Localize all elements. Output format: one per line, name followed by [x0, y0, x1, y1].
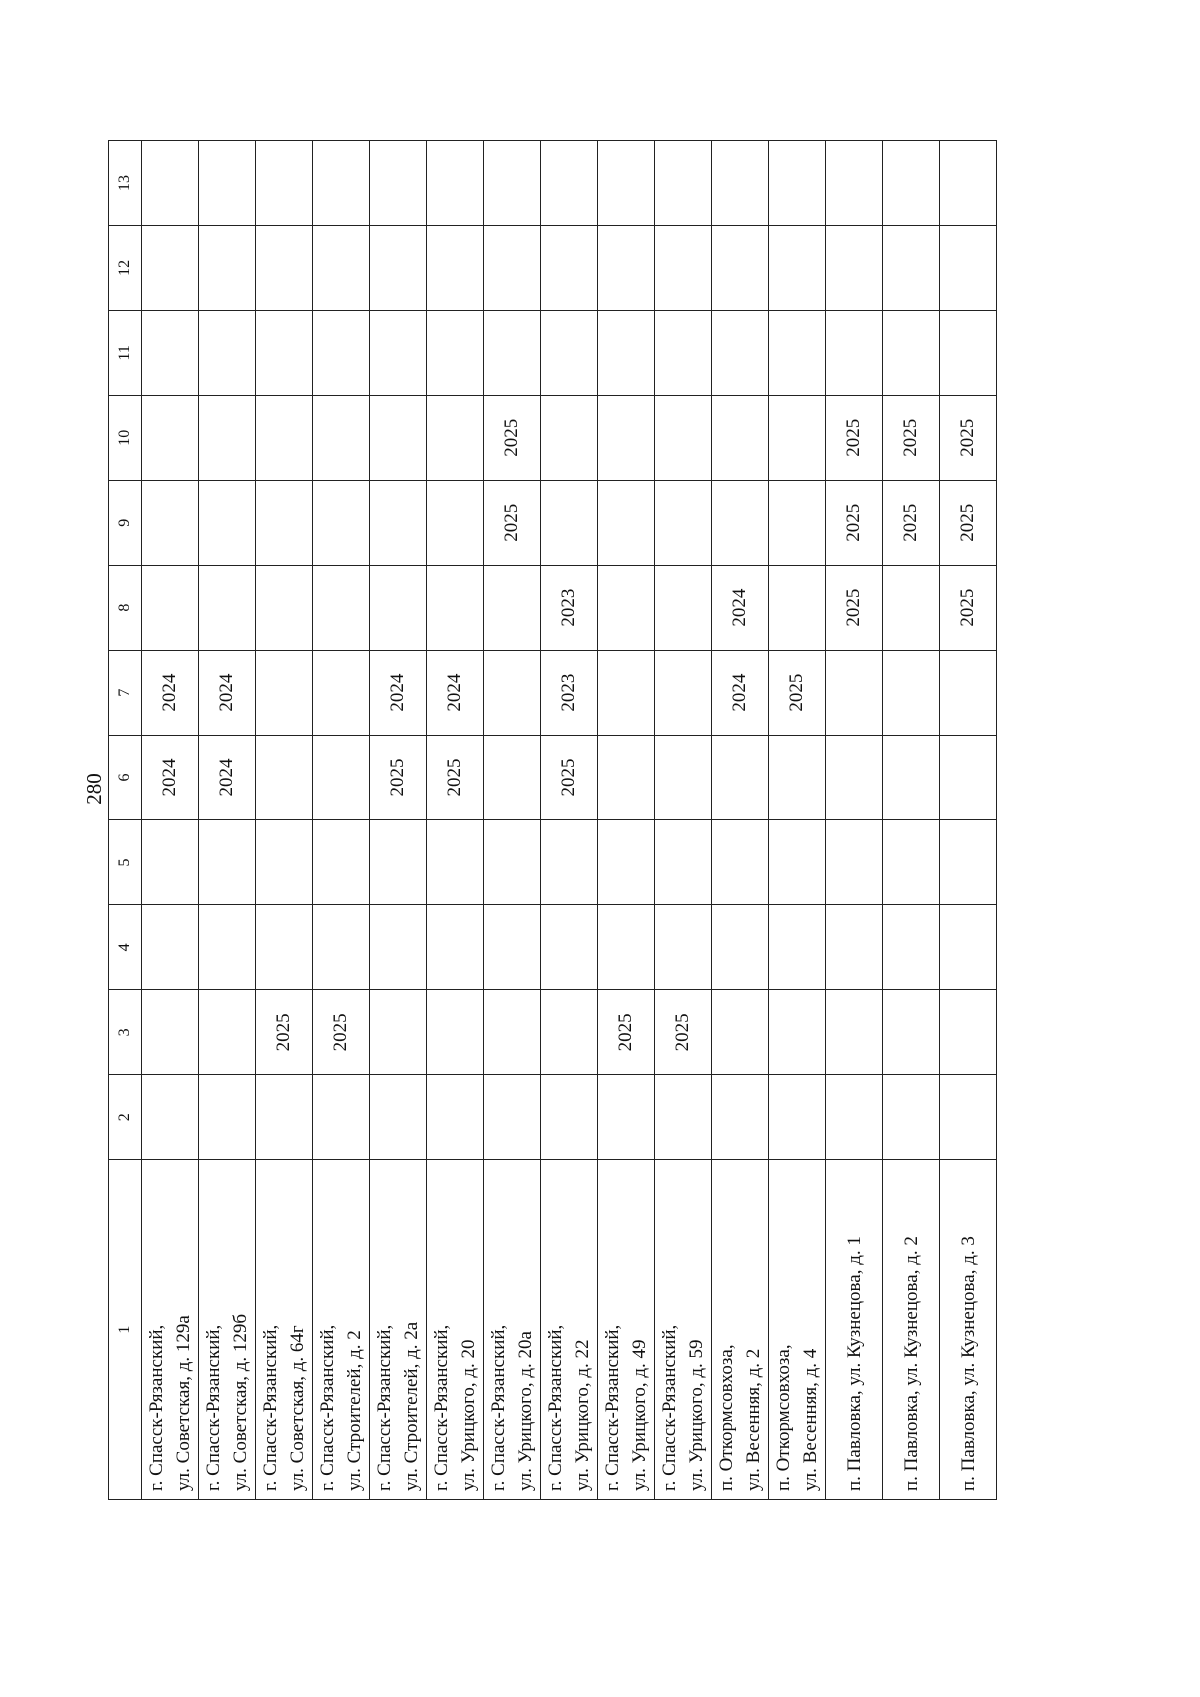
year-cell-col-3 — [484, 990, 541, 1075]
year-cell-col-7 — [370, 650, 427, 735]
year-cell-col-4 — [598, 905, 655, 990]
year-cell-col-10 — [940, 395, 997, 480]
year-cell-col-3 — [142, 990, 199, 1075]
year-cell-col-11 — [142, 310, 199, 395]
address-cell — [826, 1160, 883, 1500]
year-cell-col-11 — [712, 310, 769, 395]
address-line: ул. Урицкого, д. 49 — [629, 1339, 650, 1491]
year-value: 2025 — [900, 418, 921, 457]
year-cell-col-9 — [598, 480, 655, 565]
table-row — [712, 141, 769, 1500]
address-line: г. Спасск-Рязанский, — [602, 1324, 623, 1491]
year-cell-col-6 — [940, 735, 997, 820]
year-cell-col-6 — [769, 735, 826, 820]
year-value: 2025 — [672, 1013, 693, 1052]
year-cell-col-13 — [598, 141, 655, 226]
year-cell-col-3 — [712, 990, 769, 1075]
year-value: 2023 — [558, 673, 579, 712]
address-line: п. Павловка, ул. Кузнецова, д. 1 — [843, 1236, 865, 1491]
year-cell-col-9 — [769, 480, 826, 565]
year-cell-col-10 — [142, 395, 199, 480]
year-cell-col-8 — [655, 565, 712, 650]
year-cell-col-11 — [370, 310, 427, 395]
year-cell-col-8 — [940, 565, 997, 650]
address-cell — [199, 1160, 256, 1500]
column-number-1: 1 — [109, 1160, 142, 1500]
year-cell-col-8 — [598, 565, 655, 650]
year-cell-col-7 — [598, 650, 655, 735]
address-line: п. Павловка, ул. Кузнецова, д. 2 — [900, 1236, 922, 1491]
year-cell-col-10 — [598, 395, 655, 480]
year-cell-col-3 — [655, 990, 712, 1075]
address-cell — [370, 1160, 427, 1500]
address-cell — [712, 1160, 769, 1500]
year-value: 2024 — [216, 758, 237, 797]
year-cell-col-9 — [313, 480, 370, 565]
table-row — [940, 141, 997, 1500]
year-cell-col-3 — [427, 990, 484, 1075]
year-cell-col-13 — [427, 141, 484, 226]
year-cell-col-13 — [256, 141, 313, 226]
year-cell-col-8 — [484, 565, 541, 650]
year-cell-col-7 — [712, 650, 769, 735]
year-cell-col-7 — [826, 650, 883, 735]
year-cell-col-3 — [826, 990, 883, 1075]
year-cell-col-10 — [541, 395, 598, 480]
year-cell-col-9 — [256, 480, 313, 565]
year-cell-col-6 — [427, 735, 484, 820]
address-line: ул. Урицкого, д. 20а — [515, 1331, 536, 1491]
year-cell-col-8 — [313, 565, 370, 650]
year-cell-col-10 — [256, 395, 313, 480]
year-cell-col-5 — [883, 820, 940, 905]
year-cell-col-9 — [370, 480, 427, 565]
year-cell-col-12 — [826, 225, 883, 310]
year-cell-col-7 — [427, 650, 484, 735]
column-number-8: 8 — [109, 565, 142, 650]
column-number-7: 7 — [109, 650, 142, 735]
year-cell-col-2 — [256, 1075, 313, 1160]
year-cell-col-7 — [883, 650, 940, 735]
year-cell-col-9 — [826, 480, 883, 565]
address-line: п. Откормсовхоза, — [773, 1344, 794, 1491]
table-row — [427, 141, 484, 1500]
year-cell-col-9 — [199, 480, 256, 565]
address-line: г. Спасск-Рязанский, — [374, 1324, 395, 1491]
year-cell-col-3 — [313, 990, 370, 1075]
year-cell-col-2 — [142, 1075, 199, 1160]
year-cell-col-12 — [712, 225, 769, 310]
year-cell-col-10 — [199, 395, 256, 480]
year-cell-col-5 — [199, 820, 256, 905]
address-line: ул. Советская, д. 129а — [173, 1315, 194, 1491]
year-cell-col-9 — [142, 480, 199, 565]
year-cell-col-5 — [370, 820, 427, 905]
year-cell-col-2 — [712, 1075, 769, 1160]
year-cell-col-13 — [940, 141, 997, 226]
year-cell-col-12 — [313, 225, 370, 310]
year-value: 2025 — [843, 503, 864, 542]
column-number-6: 6 — [109, 735, 142, 820]
year-cell-col-13 — [883, 141, 940, 226]
address-line: г. Спасск-Рязанский, — [431, 1324, 452, 1491]
year-cell-col-7 — [142, 650, 199, 735]
address-line: п. Павловка, ул. Кузнецова, д. 3 — [957, 1236, 979, 1491]
year-value: 2025 — [444, 758, 465, 797]
rotated-table-container — [108, 140, 998, 1500]
column-number-9: 9 — [109, 480, 142, 565]
column-number-13: 13 — [109, 141, 142, 226]
year-cell-col-4 — [883, 905, 940, 990]
column-number-row — [109, 141, 142, 1500]
year-value: 2023 — [558, 588, 579, 627]
year-cell-col-12 — [541, 225, 598, 310]
year-cell-col-10 — [712, 395, 769, 480]
year-cell-col-6 — [655, 735, 712, 820]
year-value: 2024 — [216, 673, 237, 712]
year-cell-col-3 — [598, 990, 655, 1075]
year-cell-col-13 — [712, 141, 769, 226]
year-cell-col-6 — [313, 735, 370, 820]
year-cell-col-7 — [541, 650, 598, 735]
year-cell-col-2 — [427, 1075, 484, 1160]
year-value: 2025 — [957, 418, 978, 457]
column-number-12: 12 — [109, 225, 142, 310]
address-line: г. Спасск-Рязанский, — [146, 1324, 167, 1491]
year-cell-col-6 — [142, 735, 199, 820]
year-value: 2025 — [558, 758, 579, 797]
year-cell-col-6 — [883, 735, 940, 820]
year-cell-col-3 — [370, 990, 427, 1075]
year-cell-col-9 — [883, 480, 940, 565]
year-cell-col-12 — [769, 225, 826, 310]
year-cell-col-9 — [712, 480, 769, 565]
year-cell-col-12 — [370, 225, 427, 310]
address-line: ул. Урицкого, д. 20 — [458, 1339, 479, 1491]
year-cell-col-2 — [826, 1075, 883, 1160]
year-cell-col-12 — [655, 225, 712, 310]
year-value: 2025 — [900, 503, 921, 542]
year-cell-col-2 — [940, 1075, 997, 1160]
year-cell-col-10 — [370, 395, 427, 480]
year-cell-col-5 — [427, 820, 484, 905]
year-cell-col-13 — [655, 141, 712, 226]
year-cell-col-13 — [313, 141, 370, 226]
year-cell-col-4 — [370, 905, 427, 990]
year-cell-col-13 — [370, 141, 427, 226]
year-value: 2024 — [159, 673, 180, 712]
year-cell-col-5 — [826, 820, 883, 905]
year-cell-col-2 — [598, 1075, 655, 1160]
year-cell-col-7 — [655, 650, 712, 735]
year-cell-col-2 — [313, 1075, 370, 1160]
column-number-4: 4 — [109, 905, 142, 990]
year-cell-col-13 — [769, 141, 826, 226]
table-row — [256, 141, 313, 1500]
year-cell-col-7 — [199, 650, 256, 735]
address-cell — [427, 1160, 484, 1500]
year-cell-col-8 — [427, 565, 484, 650]
address-line: ул. Советская, д. 129б — [230, 1313, 251, 1491]
year-cell-col-13 — [199, 141, 256, 226]
year-cell-col-2 — [199, 1075, 256, 1160]
year-cell-col-3 — [199, 990, 256, 1075]
table-row — [484, 141, 541, 1500]
year-cell-col-5 — [541, 820, 598, 905]
address-line: г. Спасск-Рязанский, — [488, 1324, 509, 1491]
year-cell-col-9 — [541, 480, 598, 565]
year-value: 2025 — [387, 758, 408, 797]
year-cell-col-7 — [769, 650, 826, 735]
year-cell-col-12 — [199, 225, 256, 310]
year-cell-col-11 — [769, 310, 826, 395]
year-cell-col-2 — [370, 1075, 427, 1160]
address-line: г. Спасск-Рязанский, — [317, 1324, 338, 1491]
year-cell-col-12 — [598, 225, 655, 310]
year-cell-col-7 — [940, 650, 997, 735]
year-cell-col-12 — [883, 225, 940, 310]
address-cell — [313, 1160, 370, 1500]
address-line: г. Спасск-Рязанский, — [659, 1324, 680, 1491]
year-cell-col-10 — [484, 395, 541, 480]
year-cell-col-11 — [940, 310, 997, 395]
year-cell-col-13 — [142, 141, 199, 226]
year-value: 2025 — [786, 673, 807, 712]
year-cell-col-10 — [769, 395, 826, 480]
table-body — [109, 141, 997, 1500]
table-row — [826, 141, 883, 1500]
year-value: 2024 — [444, 673, 465, 712]
year-cell-col-4 — [313, 905, 370, 990]
address-cell — [883, 1160, 940, 1500]
year-cell-col-12 — [940, 225, 997, 310]
year-cell-col-4 — [427, 905, 484, 990]
year-cell-col-2 — [655, 1075, 712, 1160]
column-number-3: 3 — [109, 990, 142, 1075]
year-cell-col-11 — [826, 310, 883, 395]
year-cell-col-4 — [655, 905, 712, 990]
year-cell-col-8 — [199, 565, 256, 650]
address-line: ул. Советская, д. 64г — [287, 1325, 308, 1491]
year-cell-col-4 — [142, 905, 199, 990]
year-cell-col-4 — [541, 905, 598, 990]
year-cell-col-10 — [313, 395, 370, 480]
year-cell-col-6 — [541, 735, 598, 820]
address-line: п. Откормсовхоза, — [716, 1344, 737, 1491]
year-value: 2025 — [273, 1013, 294, 1052]
year-cell-col-11 — [883, 310, 940, 395]
address-line: г. Спасск-Рязанский, — [545, 1324, 566, 1491]
address-cell — [484, 1160, 541, 1500]
year-cell-col-9 — [940, 480, 997, 565]
repair-schedule-table — [108, 140, 997, 1500]
address-line: ул. Урицкого, д. 22 — [572, 1339, 593, 1491]
year-cell-col-6 — [199, 735, 256, 820]
address-line: г. Спасск-Рязанский, — [260, 1324, 281, 1491]
year-cell-col-8 — [826, 565, 883, 650]
year-cell-col-5 — [256, 820, 313, 905]
year-cell-col-5 — [598, 820, 655, 905]
year-cell-col-12 — [484, 225, 541, 310]
year-cell-col-7 — [256, 650, 313, 735]
year-cell-col-11 — [427, 310, 484, 395]
year-cell-col-11 — [598, 310, 655, 395]
year-cell-col-3 — [883, 990, 940, 1075]
year-cell-col-11 — [655, 310, 712, 395]
table-row — [769, 141, 826, 1500]
year-cell-col-13 — [541, 141, 598, 226]
year-cell-col-4 — [199, 905, 256, 990]
year-cell-col-2 — [541, 1075, 598, 1160]
year-value: 2025 — [501, 503, 522, 542]
year-cell-col-2 — [484, 1075, 541, 1160]
column-number-11: 11 — [109, 310, 142, 395]
year-cell-col-3 — [541, 990, 598, 1075]
year-value: 2025 — [843, 418, 864, 457]
table-row — [142, 141, 199, 1500]
year-cell-col-11 — [484, 310, 541, 395]
address-line: ул. Весенняя, д. 4 — [800, 1348, 821, 1491]
year-cell-col-5 — [313, 820, 370, 905]
column-number-2: 2 — [109, 1075, 142, 1160]
year-cell-col-6 — [370, 735, 427, 820]
year-value: 2025 — [957, 588, 978, 627]
year-cell-col-13 — [826, 141, 883, 226]
year-value: 2024 — [159, 758, 180, 797]
address-line: ул. Весенняя, д. 2 — [743, 1348, 764, 1491]
year-value: 2025 — [615, 1013, 636, 1052]
year-cell-col-11 — [541, 310, 598, 395]
year-value: 2025 — [330, 1013, 351, 1052]
year-cell-col-8 — [541, 565, 598, 650]
year-cell-col-8 — [256, 565, 313, 650]
year-cell-col-8 — [883, 565, 940, 650]
year-cell-col-10 — [655, 395, 712, 480]
year-cell-col-5 — [655, 820, 712, 905]
year-value: 2024 — [387, 673, 408, 712]
year-cell-col-6 — [484, 735, 541, 820]
year-cell-col-10 — [427, 395, 484, 480]
table-row — [883, 141, 940, 1500]
table-row — [199, 141, 256, 1500]
year-value: 2024 — [729, 588, 750, 627]
year-cell-col-8 — [769, 565, 826, 650]
column-number-10: 10 — [109, 395, 142, 480]
year-cell-col-11 — [313, 310, 370, 395]
address-cell — [598, 1160, 655, 1500]
address-line: ул. Урицкого, д. 59 — [686, 1339, 707, 1491]
year-cell-col-4 — [940, 905, 997, 990]
year-cell-col-12 — [427, 225, 484, 310]
year-cell-col-5 — [142, 820, 199, 905]
year-cell-col-5 — [712, 820, 769, 905]
year-cell-col-2 — [769, 1075, 826, 1160]
address-line: ул. Строителей, д. 2 — [344, 1330, 365, 1491]
address-cell — [940, 1160, 997, 1500]
year-cell-col-8 — [370, 565, 427, 650]
year-cell-col-4 — [826, 905, 883, 990]
year-cell-col-3 — [940, 990, 997, 1075]
year-cell-col-11 — [256, 310, 313, 395]
year-cell-col-8 — [142, 565, 199, 650]
year-cell-col-9 — [484, 480, 541, 565]
year-cell-col-3 — [256, 990, 313, 1075]
address-cell — [541, 1160, 598, 1500]
year-cell-col-4 — [484, 905, 541, 990]
year-cell-col-6 — [256, 735, 313, 820]
year-cell-col-5 — [940, 820, 997, 905]
year-cell-col-7 — [484, 650, 541, 735]
address-cell — [655, 1160, 712, 1500]
address-line: ул. Строителей, д. 2а — [401, 1321, 422, 1491]
year-value: 2025 — [957, 503, 978, 542]
year-cell-col-13 — [484, 141, 541, 226]
year-cell-col-9 — [427, 480, 484, 565]
table-row — [313, 141, 370, 1500]
year-cell-col-11 — [199, 310, 256, 395]
address-cell — [142, 1160, 199, 1500]
year-cell-col-10 — [826, 395, 883, 480]
year-cell-col-5 — [769, 820, 826, 905]
column-number-5: 5 — [109, 820, 142, 905]
year-cell-col-3 — [769, 990, 826, 1075]
year-cell-col-4 — [712, 905, 769, 990]
year-cell-col-7 — [313, 650, 370, 735]
year-value: 2025 — [501, 418, 522, 457]
address-line: г. Спасск-Рязанский, — [203, 1324, 224, 1491]
table-row — [598, 141, 655, 1500]
year-cell-col-4 — [256, 905, 313, 990]
year-cell-col-12 — [142, 225, 199, 310]
year-cell-col-2 — [883, 1075, 940, 1160]
table-row — [655, 141, 712, 1500]
year-cell-col-6 — [826, 735, 883, 820]
year-value: 2024 — [729, 673, 750, 712]
page-number: 280 — [82, 773, 106, 805]
year-cell-col-12 — [256, 225, 313, 310]
address-cell — [769, 1160, 826, 1500]
year-value: 2025 — [843, 588, 864, 627]
year-cell-col-5 — [484, 820, 541, 905]
year-cell-col-4 — [769, 905, 826, 990]
year-cell-col-6 — [712, 735, 769, 820]
year-cell-col-6 — [598, 735, 655, 820]
table-row — [541, 141, 598, 1500]
year-cell-col-9 — [655, 480, 712, 565]
year-cell-col-10 — [883, 395, 940, 480]
address-cell — [256, 1160, 313, 1500]
table-row — [370, 141, 427, 1500]
year-cell-col-8 — [712, 565, 769, 650]
